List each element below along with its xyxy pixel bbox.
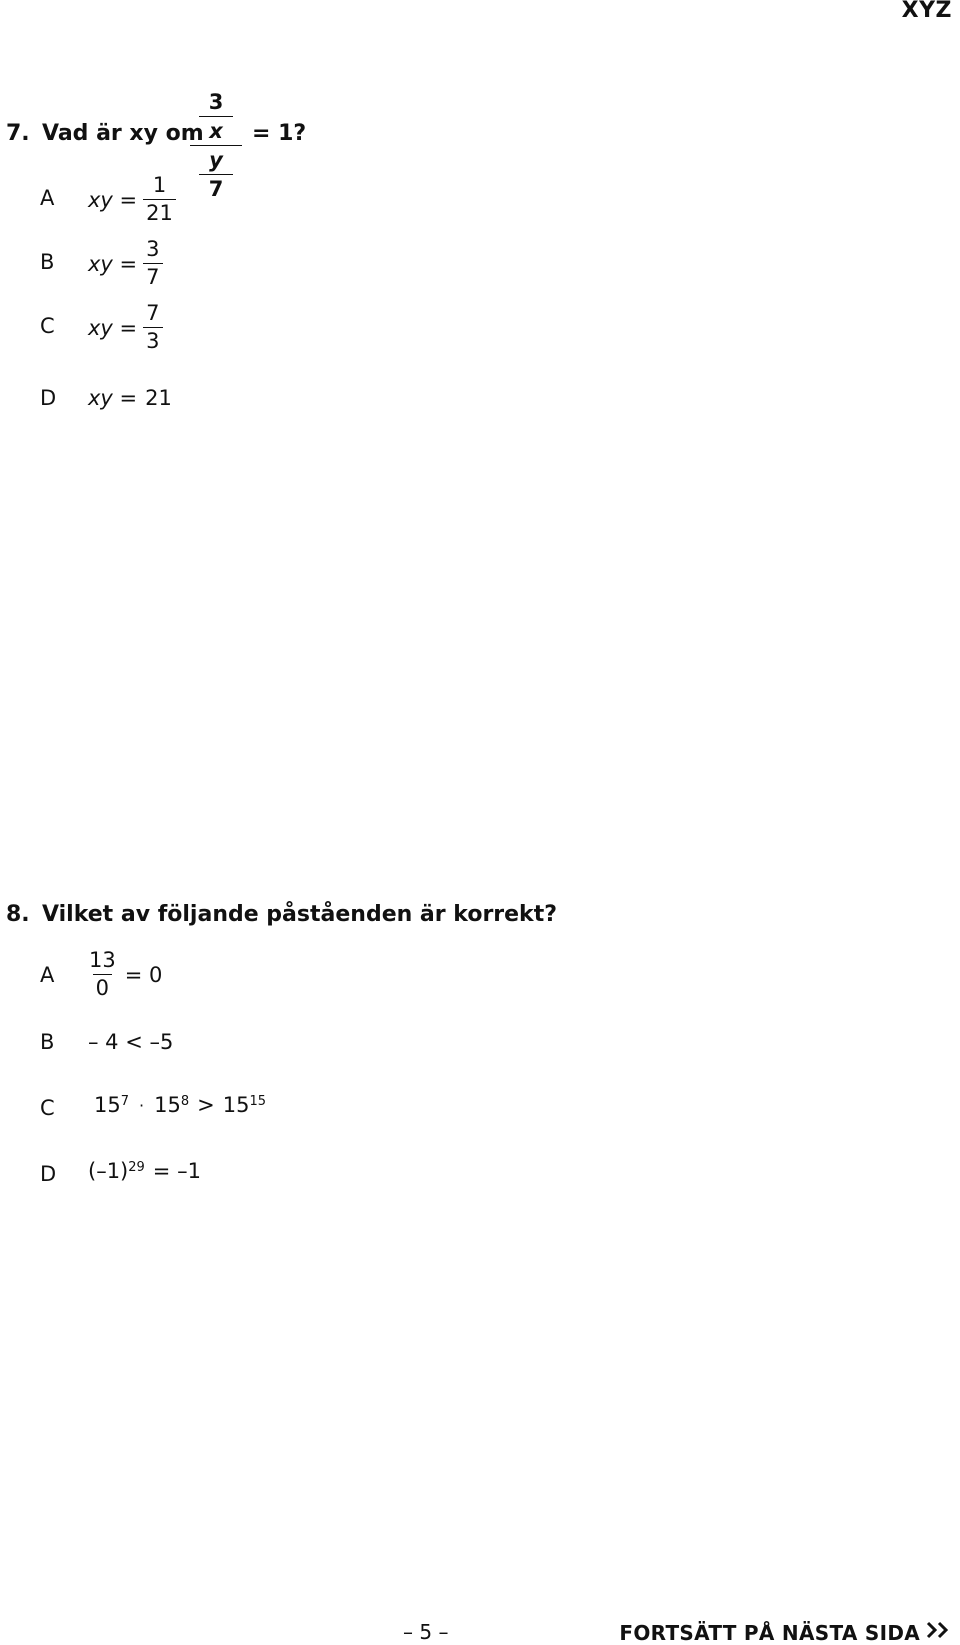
q8-option-a-fraction (86, 950, 119, 999)
fraction-denominator: 21 (143, 199, 176, 224)
fraction-inner-bottom-numerator: y (209, 148, 223, 172)
power-base: (–1) (88, 1159, 129, 1183)
fraction-denominator: 0 (93, 974, 112, 999)
exam-code: XYZ (901, 0, 952, 23)
power-base: 15 (222, 1093, 250, 1117)
fraction-numerator: 7 (146, 301, 160, 325)
q7-option-b-letter: B (40, 250, 55, 274)
page-number: – 5 – (403, 1620, 449, 1644)
q7-option-c-fraction (143, 303, 162, 352)
fraction-inner-bottom-denominator: 7 (208, 177, 224, 201)
q8-option-a (86, 950, 162, 999)
question-7-compound-fraction (190, 90, 242, 201)
question-8-number: 8. (6, 902, 30, 927)
q7-option-b-fraction (143, 239, 162, 288)
q7-option-d-letter: D (40, 386, 57, 410)
power-exponent: 15 (249, 1093, 267, 1109)
q8-option-d (88, 1159, 201, 1183)
q8-option-c (94, 1093, 266, 1117)
q7-option-d-value: 21 (145, 386, 172, 410)
double-chevron-right-icon (926, 1620, 952, 1645)
q8-option-a-letter: A (40, 963, 55, 987)
fraction-denominator: 7 (143, 263, 162, 288)
q8-option-b (88, 1030, 173, 1054)
q7-option-a-lhs: xy = (88, 187, 138, 212)
fraction-denominator: 3 (143, 327, 162, 352)
question-7-number: 7. (6, 121, 30, 146)
question-7-equals: = 1? (252, 121, 307, 146)
q7-option-b-lhs: xy = (88, 251, 138, 276)
q8-option-a-rhs: = 0 (124, 962, 163, 987)
q8-option-d-rhs: = –1 (152, 1159, 201, 1183)
question-8-text: Vilket av följande påståenden är korrekt? (42, 902, 557, 927)
question-7-text: Vad är xy om (42, 121, 204, 146)
q7-option-b (88, 239, 169, 288)
power-exponent: 29 (128, 1159, 145, 1175)
q7-option-c-letter: C (40, 314, 55, 338)
power-base: 15 (154, 1093, 181, 1117)
fraction-numerator: 1 (152, 173, 167, 197)
q8-option-c-letter: C (40, 1096, 55, 1120)
power-base: 15 (94, 1093, 121, 1117)
fraction-inner-top-denominator: x (209, 119, 223, 143)
q7-option-a-fraction (143, 175, 176, 224)
q7-option-d-lhs: xy = (88, 386, 138, 410)
q7-option-c-lhs: xy = (88, 315, 138, 340)
q7-option-d (88, 386, 172, 410)
fraction-numerator: 13 (89, 948, 116, 972)
power-exponent: 7 (120, 1093, 130, 1109)
continue-next-page (619, 1620, 952, 1645)
fraction-inner-top-numerator: 3 (208, 90, 224, 114)
q8-option-b-letter: B (40, 1030, 55, 1054)
power-exponent: 8 (180, 1093, 190, 1109)
multiplication-dot: · (139, 1095, 145, 1115)
q7-option-c (88, 303, 169, 352)
q8-option-d-letter: D (40, 1162, 57, 1186)
q8-option-b-expression: – 4 < –5 (88, 1030, 174, 1054)
greater-than-sign: > (197, 1093, 215, 1117)
fraction-numerator: 3 (146, 237, 160, 261)
q7-option-a (88, 175, 182, 224)
continue-label: FORTSÄTT PÅ NÄSTA SIDA (619, 1620, 920, 1645)
q7-option-a-letter: A (40, 186, 55, 210)
